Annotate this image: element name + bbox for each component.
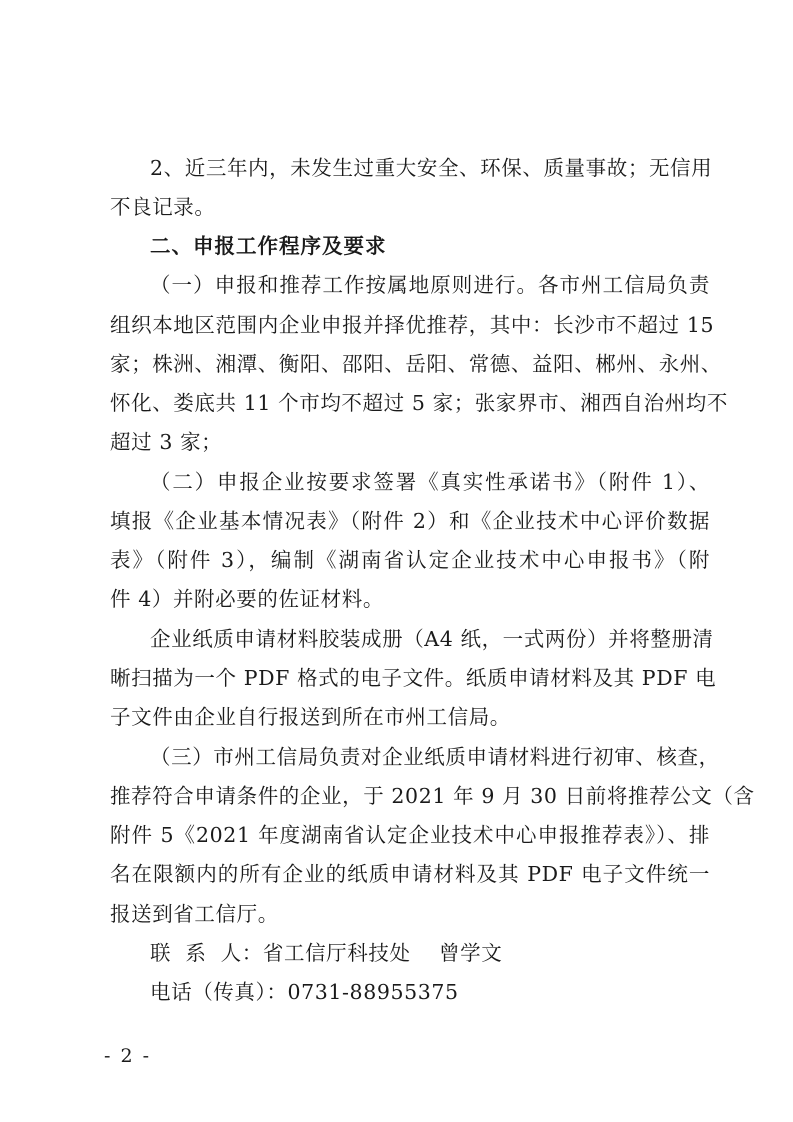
paragraph-line: （三）市州工信局负责对企业纸质申请材料进行初审、核查， (150, 745, 720, 769)
paragraph-line: 子文件由企业自行报送到所在市州工信局。 (110, 705, 511, 729)
paragraph-line: 怀化、娄底共 11 个市均不超过 5 家；张家界市、湘西自治州均不 (110, 391, 728, 415)
paragraph-line: 附件 5《2021 年度湖南省认定企业技术中心申报推荐表》）、排 (110, 823, 710, 847)
section-heading: 二、申报工作程序及要求 (150, 234, 387, 258)
paragraph-line: （二）申报企业按要求签署《真实性承诺书》（附件 1）、 (150, 470, 710, 494)
paragraph-line: 表》（附件 3），编制《湖南省认定企业技术中心申报书》（附 (110, 548, 710, 572)
paragraph-line: 组织本地区范围内企业申报并择优推荐，其中：长沙市不超过 15 (110, 313, 715, 337)
paragraph-line: 名在限额内的所有企业的纸质申请材料及其 PDF 电子文件统一 (110, 862, 710, 886)
paragraph-line: 家；株洲、湘潭、衡阳、邵阳、岳阳、常德、益阳、郴州、永州、 (110, 352, 722, 376)
paragraph-line: 推荐符合申请条件的企业，于 2021 年 9 月 30 日前将推荐公文（含 (110, 784, 755, 808)
paragraph-line: 2、近三年内，未发生过重大安全、环保、质量事故；无信用 (150, 156, 713, 180)
contact-phone-line: 电话（传真）：0731-88955375 (150, 980, 459, 1004)
paragraph-line: （一）申报和推荐工作按属地原则进行。各市州工信局负责 (150, 273, 710, 297)
paragraph-line: 不良记录。 (110, 195, 216, 219)
paragraph-line: 晰扫描为一个 PDF 格式的电子文件。纸质申请材料及其 PDF 电 (110, 666, 717, 690)
paragraph-line: 超过 3 家； (110, 430, 223, 454)
page-number: - 2 - (104, 1045, 152, 1067)
paragraph-line: 企业纸质申请材料胶装成册（A4 纸，一式两份）并将整册清 (150, 627, 714, 651)
paragraph-line: 填报《企业基本情况表》（附件 2）和《企业技术中心评价数据 (110, 509, 710, 533)
paragraph-line: 报送到省工信厅。 (110, 902, 279, 926)
paragraph-line: 件 4）并附必要的佐证材料。 (110, 587, 384, 611)
contact-person-line: 联 系 人：省工信厅科技处 曾学文 (150, 941, 503, 965)
